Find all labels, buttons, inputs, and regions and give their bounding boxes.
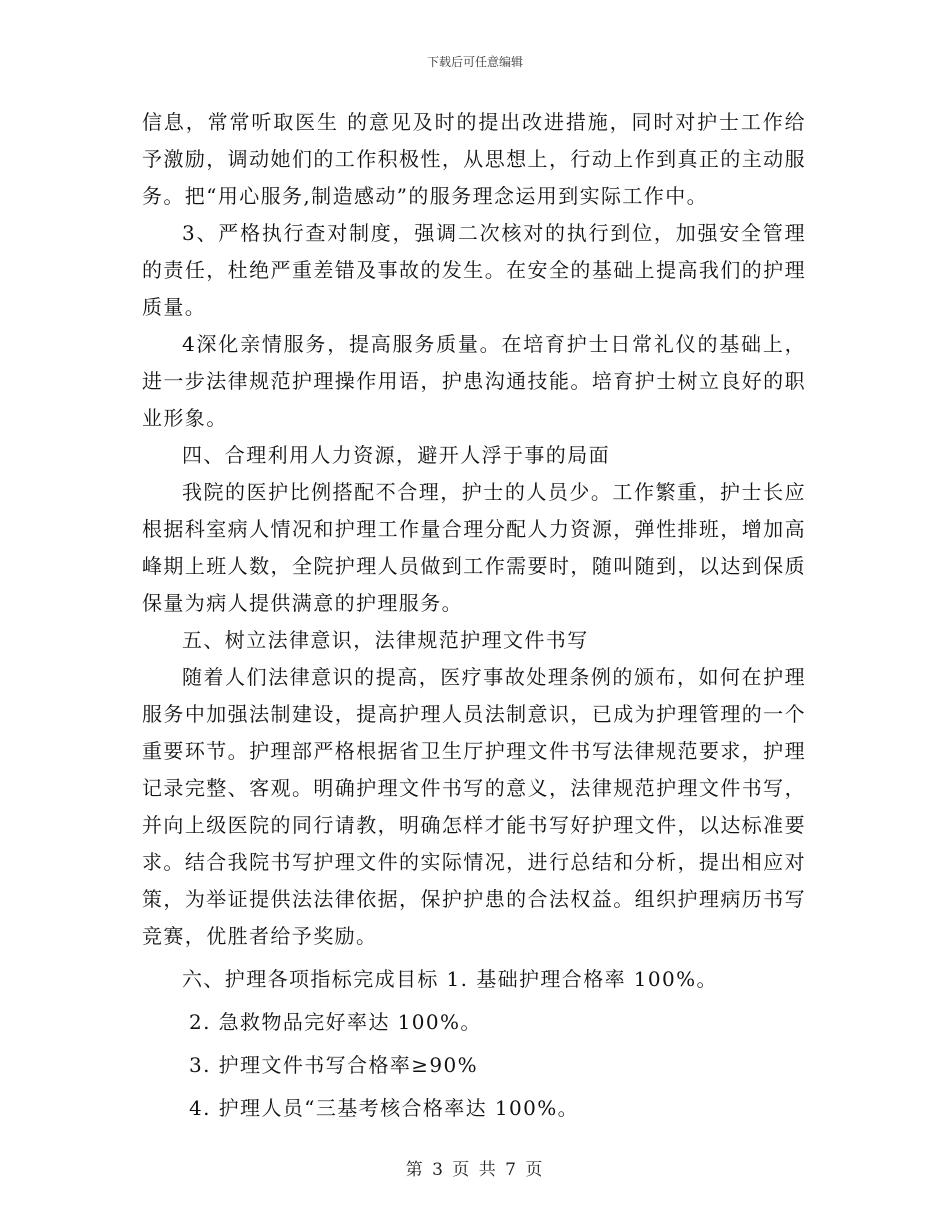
list-item-2: 2. 急救物品完好率达 100%。 (189, 1010, 482, 1034)
section-heading-6: 六、护理各项指标完成目标 1. 基础护理合格率 100%。 (182, 967, 718, 991)
paragraph-1: 信息，常常听取医生 的意见及时的提出改进措施，同时对护士工作给予激励，调动她们的工作积极性，从思想上，行动上作到真正的主动服务。把“用心服务,制造感动”的服务理念运用到实际工作中。 (142, 110, 806, 208)
list-item-3: 3. 护理文件书写合格率≥90% (189, 1053, 479, 1077)
section-heading-4: 四、合理利用人力资源，避开人浮于事的局面 (182, 443, 610, 467)
paragraph-2: 3、严格执行查对制度，强调二次核对的执行到位，加强安全管理的责任，杜绝严重差错及事故的发生。在安全的基础上提高我们的护理质量。 (142, 221, 806, 319)
paragraph-3: 4深化亲情服务，提高服务质量。在培育护士日常礼仪的基础上，进一步法律规范护理操作用语，护患沟通技能。培育护士树立良好的职业形象。 (142, 332, 806, 430)
document-body (142, 104, 806, 1127)
paragraph-5: 我院的医护比例搭配不合理，护士的人员少。工作繁重，护士长应根据科室病人情况和护理工作量合理分配人力资源，弹性排班，增加高峰期上班人数，全院护理人员做到工作需要时，随叫随到，以达到保质保量为病人提供满意的护理服务。 (142, 480, 806, 615)
page-header: 下载后可任意编辑 (426, 55, 523, 69)
page-footer: 第 3 页 共 7 页 (405, 1160, 545, 1180)
list-item-4: 4. 护理人员“三基考核合格率达 100%。 (189, 1096, 579, 1120)
section-heading-5: 五、树立法律意识，法律规范护理文件书写 (182, 628, 589, 652)
paragraph-7: 随着人们法律意识的提高，医疗事故处理条例的颁布，如何在护理服务中加强法制建设，提高护理人员法制意识，已成为护理管理的一个重要环节。护理部严格根据省卫生厅护理文件书写法律规范要求，护理记录完整、客观。明确护理文件书写的意义，法律规范护理文件书写，并向上级医院的同行请教，明确怎样才能书写好护理文件，以达标准要求。结合我院书写护理文件的实际情况，进行总结和分析，提出相应对策，为举证提供法法律依据，保护护患的合法权益。组织护理病历书写竞赛，优胜者给予奖励。 (142, 665, 806, 948)
